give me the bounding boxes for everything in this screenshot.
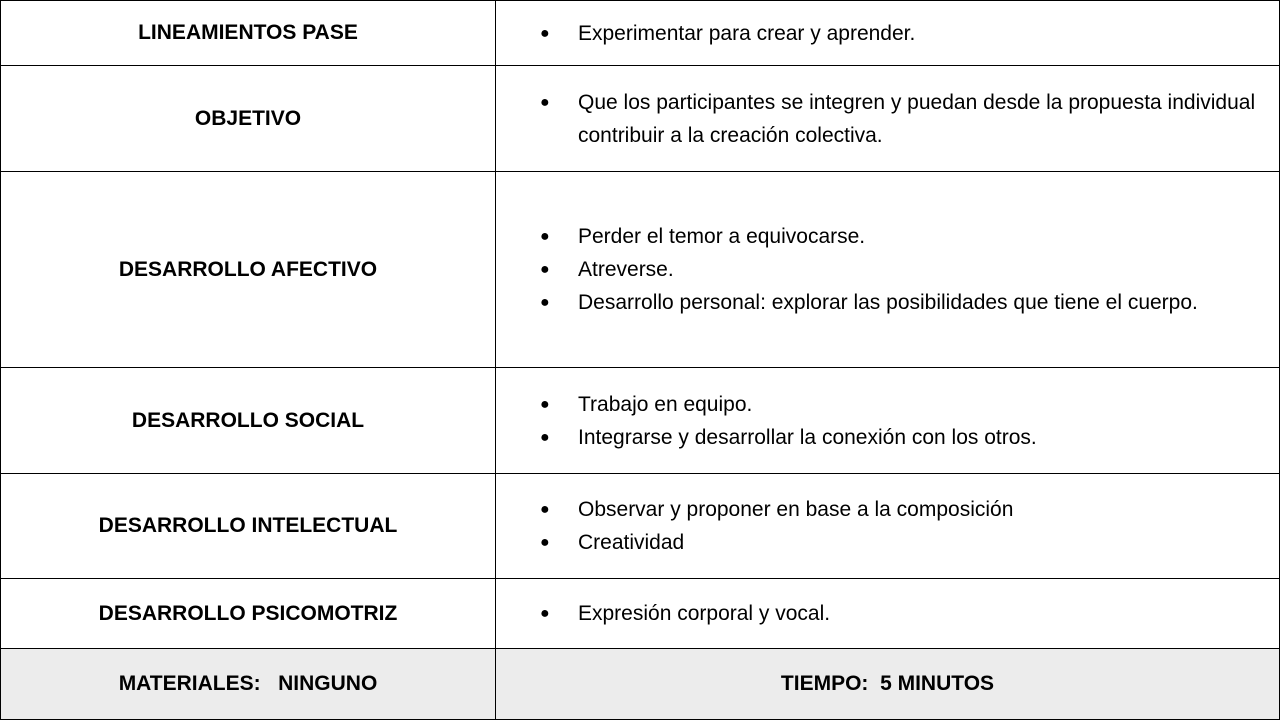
list-item: ● Expresión corporal y vocal. xyxy=(536,597,830,630)
row-label: DESARROLLO SOCIAL xyxy=(0,368,496,473)
table-row-footer xyxy=(0,648,1280,720)
row-label: DESARROLLO PSICOMOTRIZ xyxy=(0,579,496,648)
bullet-icon: ● xyxy=(540,24,550,42)
table-row-objetivo xyxy=(0,65,1280,171)
bullet-list xyxy=(536,86,1259,152)
list-item: ● Observar y proponer en base a la composición xyxy=(536,493,1013,526)
bullet-icon: ● xyxy=(540,501,550,518)
row-content xyxy=(496,1,1280,65)
bullet-icon: ● xyxy=(540,428,550,446)
bullet-icon: ● xyxy=(540,294,550,311)
bullet-icon: ● xyxy=(540,228,550,245)
list-item: ● Desarrollo personal: explorar las posibilidades que tiene el cuerpo. xyxy=(536,286,1198,319)
row-label: DESARROLLO AFECTIVO xyxy=(0,172,496,367)
bullet-list xyxy=(536,17,915,50)
row-content xyxy=(496,66,1280,171)
list-item: ● Experimentar para crear y aprender. xyxy=(536,17,915,50)
list-item: ● Que los participantes se integren y puedan desde la propuesta individual contribuir a la creación colectiva. xyxy=(536,86,1259,152)
bullet-list xyxy=(536,220,1198,319)
bullet-icon: ● xyxy=(540,93,550,111)
table-row-lineamientos xyxy=(0,0,1280,65)
row-label: OBJETIVO xyxy=(0,66,496,171)
list-item: ● Atreverse. xyxy=(536,253,1198,286)
row-content xyxy=(496,368,1280,473)
list-item: ● Perder el temor a equivocarse. xyxy=(536,220,1198,253)
bullet-icon: ● xyxy=(540,605,550,622)
row-content xyxy=(496,579,1280,648)
list-item: ● Trabajo en equipo. xyxy=(536,388,1037,421)
table-row-afectivo xyxy=(0,171,1280,367)
time-label: TIEMPO: 5 MINUTOS xyxy=(496,649,1280,719)
bullet-icon: ● xyxy=(540,261,550,278)
table-row-social xyxy=(0,367,1280,473)
table-row-intelectual xyxy=(0,473,1280,578)
bullet-icon: ● xyxy=(540,395,550,413)
list-item: ● Creatividad xyxy=(536,526,1013,559)
bullet-icon: ● xyxy=(540,534,550,551)
list-item: ● Integrarse y desarrollar la conexión con los otros. xyxy=(536,421,1037,454)
row-content xyxy=(496,172,1280,367)
row-label: DESARROLLO INTELECTUAL xyxy=(0,474,496,578)
bullet-list xyxy=(536,597,830,630)
bullet-list xyxy=(536,493,1013,559)
materials-label: MATERIALES: NINGUNO xyxy=(0,649,496,719)
row-content xyxy=(496,474,1280,578)
bullet-list xyxy=(536,388,1037,454)
row-label: LINEAMIENTOS PASE xyxy=(0,1,496,65)
table-row-psicomotriz xyxy=(0,578,1280,648)
